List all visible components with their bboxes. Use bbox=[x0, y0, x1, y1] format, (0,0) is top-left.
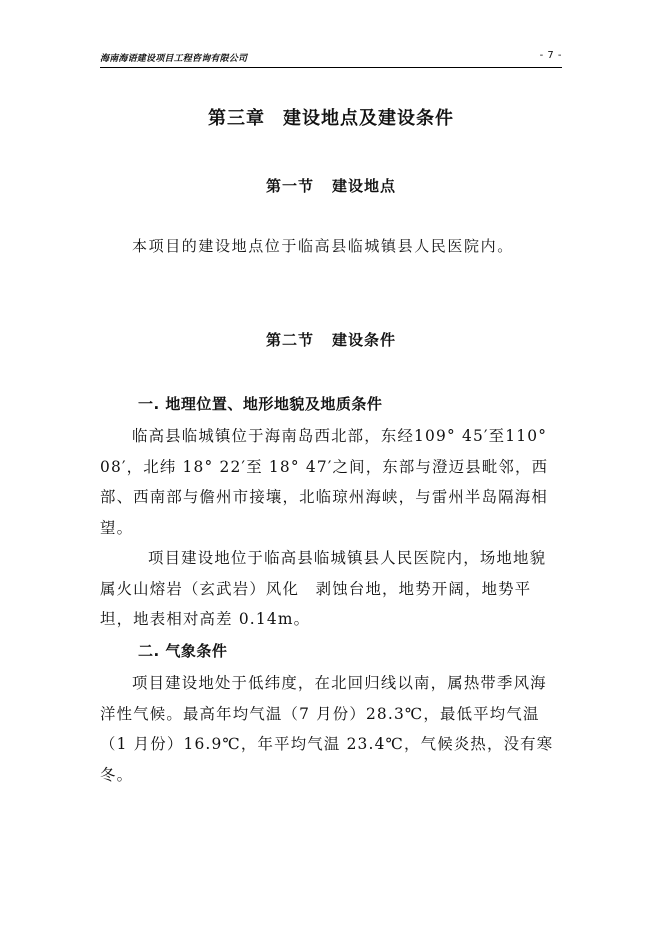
section-1-title bbox=[0, 175, 662, 196]
page-header bbox=[100, 49, 562, 68]
chapter-title bbox=[0, 104, 662, 130]
header-page-number: - 7 - bbox=[539, 50, 562, 61]
subsection-1-paragraph-2: 项目建设地位于临高县临城镇县人民医院内，场地地貌属火山熔岩（玄武岩）风化 剥蚀台地，地势开阔，地势平坦，地表相对高差 0.14m。 bbox=[100, 549, 547, 628]
section-2-number: 第二节 bbox=[265, 331, 314, 349]
section-2-title-text: 建设条件 bbox=[332, 331, 397, 349]
section-1-number: 第一节 bbox=[265, 177, 314, 195]
section-1-text: 本项目的建设地点位于临高县临城镇县人民医院内。 bbox=[132, 237, 514, 255]
chapter-title-text: 建设地点及建设条件 bbox=[283, 108, 454, 129]
subsection-1-paragraph-1: 临高县临城镇位于海南岛西北部，东经109° 45′至110° 08′，北纬 18° 22′至 18° 47′之间，东部与澄迈县毗邻，西部、西南部与儋州市接壤，北临琼州海峡，与雷州半岛隔海相望。 bbox=[100, 427, 549, 537]
section-1-title-text: 建设地点 bbox=[332, 177, 397, 195]
subsection-1-heading: 一. 地理位置、地形地貌及地质条件 bbox=[138, 395, 383, 413]
header-company-name: 海南海语建设项目工程咨询有限公司 bbox=[100, 54, 248, 64]
subsection-2-paragraph-1: 项目建设地处于低纬度，在北回归线以南，属热带季风海洋性气候。最高年均气温（7 月份）28.3℃，最低平均气温（1 月份）16.9℃，年平均气温 23.4℃，气候炎热，没有寒冬。 bbox=[100, 674, 554, 784]
subsection-2-heading: 二. 气象条件 bbox=[138, 642, 228, 660]
chapter-number: 第三章 bbox=[208, 108, 265, 129]
section-2-title bbox=[0, 329, 662, 350]
